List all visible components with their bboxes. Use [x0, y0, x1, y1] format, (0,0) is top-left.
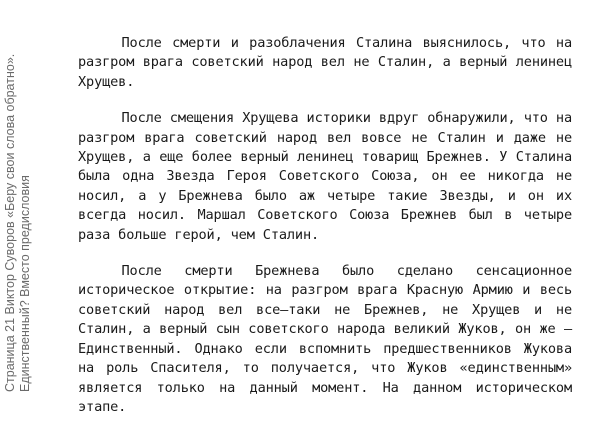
paragraph-2: После смещения Хрущева историки вдруг обнаружили, что на разгром врага советский народ вел вовсе не Сталин и даже не Хрущев, а еще более верный ленинец товарищ Брежнев. У Сталина была одна Звезда Героя Советского Союза, он ее никогда не носил, а у Брежнева было аж четыре такие Звезды, и он их всегда носил. Маршал Советского Союза Брежнев был в четыре раза больше герой, чем Сталин. [78, 110, 572, 243]
running-header-text [3, 22, 33, 392]
paragraph-3: После смерти Брежнева было сделано сенсационное историческое открытие: на разгром врага Красную Армию и весь советский народ вел все–таки не Брежнев, не Хрущев и не Сталин, а верный сын советского народа великий Жуков, он же – Единственный. Однако если вспомнить предшественников Жукова на роль Спасителя, то получается, что Жуков «единственным» является только на данный момент. На данном историческом этапе. [78, 263, 572, 415]
running-header-line-2: Единственный? Вместо предисловия [18, 175, 32, 392]
running-header-line-1: Страница 21 Виктор Суворов «Беру свои слова обратно». [3, 53, 17, 392]
running-header [0, 0, 50, 422]
body-text [78, 34, 572, 422]
paragraph-1: После смерти и разоблачения Сталина выяснилось, что на разгром врага советский народ вел не Сталин, а верный ленинец Хрущев. [78, 35, 572, 90]
